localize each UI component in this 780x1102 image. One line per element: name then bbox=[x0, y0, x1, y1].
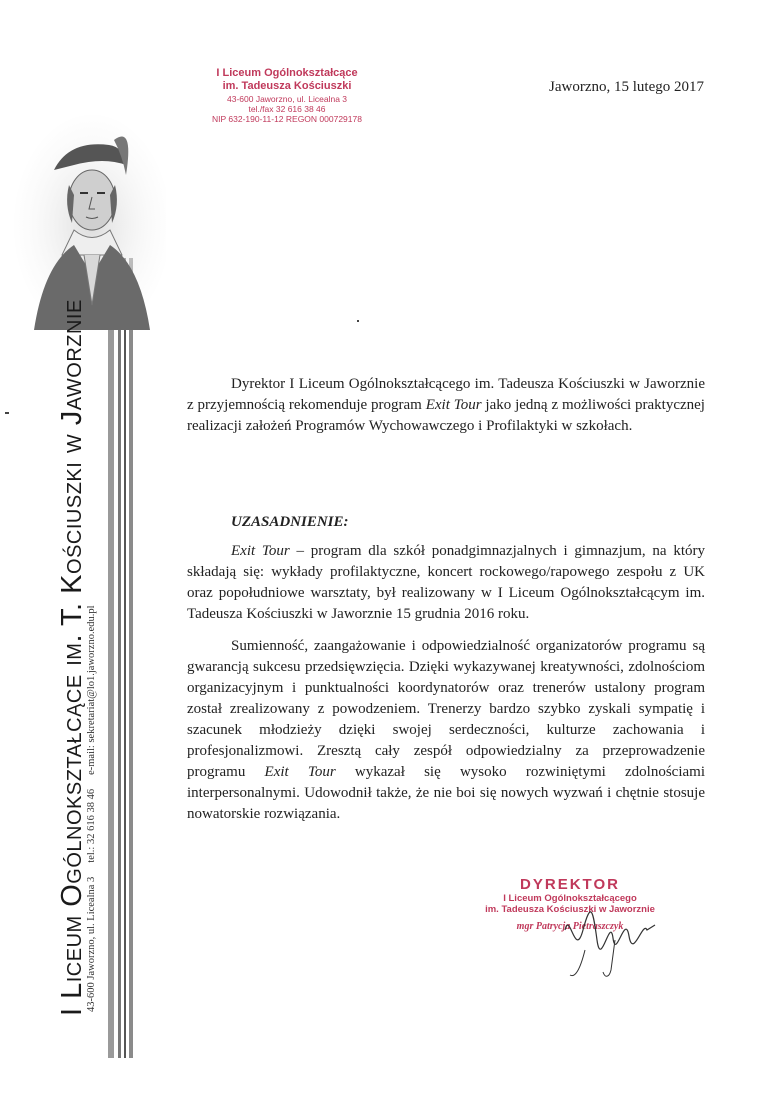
address-line: 43-600 Jaworzno, ul. Licealna 3 bbox=[86, 876, 97, 1012]
stamp-line4: tel./fax 32 616 38 46 bbox=[248, 104, 326, 114]
address-vertical bbox=[86, 591, 97, 1012]
director-title: DYREKTOR bbox=[520, 876, 620, 893]
paragraph-1 bbox=[187, 541, 705, 625]
paragraph-2-text: Sumienność, zaangażowanie i odpowiedzialność organizatorów programu są gwarancją sukcesu przedsięwzięcia. Dzięki wykazywanej kreatywności, zdolnościom organizacyjnym i punktualności koordynatorów oraz trenerów ustalony program został zrealizowany z powodzeniem. Trenerzy bardzo szybko zyskali sympatię i szacunek młodzieży dzięki swojej serdeczności, kulturze zachowania i profesjonalizmowi. Zresztą cały zespół odpowiedzialny za przeprowadzenie programu Exit Tour wykazał się wysoko rozwiniętymi zdolnościami interpersonalnymi. Udowodnił także, że nie boi się nowych wyzwań i chętnie stosuje nowatorskie rozwiązania. bbox=[187, 638, 705, 822]
letter-date: Jaworzno, 15 lutego 2017 bbox=[549, 79, 704, 95]
director-line1: I Liceum Ogólnokształcącego bbox=[503, 893, 637, 904]
email-line: e-mail: sekretariat@lo1.jaworzno.edu.pl bbox=[86, 605, 97, 775]
phone-line: tel.: 32 616 38 46 bbox=[86, 788, 97, 863]
section-heading: UZASADNIENIE: bbox=[231, 514, 349, 530]
school-name-vertical: I Liceum Ogólnokształcące im. T. Kościuszki w Jaworznie bbox=[56, 299, 88, 1016]
program-name: Exit Tour bbox=[425, 397, 482, 413]
scan-speck bbox=[357, 320, 359, 322]
director-name: mgr Patrycja Pietraszczyk bbox=[516, 921, 624, 932]
intro-text: Dyrektor I Liceum Ogólnokształcącego im. Tadeusza Kościuszki w Jaworznie z przyjemnością rekomenduje program Exit Tour jako jedną z możliwości praktycznej realizacji założeń Programów Wychowawczego i Profilaktyki w szkołach. bbox=[187, 376, 705, 434]
stamp-line3: 43-600 Jaworzno, ul. Licealna 3 bbox=[226, 94, 348, 104]
kosciuszko-portrait bbox=[14, 105, 166, 330]
handwritten-signature bbox=[555, 900, 665, 980]
program-name: Exit Tour bbox=[264, 764, 336, 780]
scan-speck bbox=[5, 412, 9, 414]
program-name: Exit Tour bbox=[231, 543, 290, 559]
stamp-line5: NIP 632-190-11-12 REGON 000729178 bbox=[212, 114, 362, 124]
paragraph-1-text: Exit Tour – program dla szkół ponadgimnazjalnych i gimnazjum, na który składają się: wykłady profilaktyczne, koncert rockowego/rapowego zespołu z UK oraz popołudniowe warsztaty, był realizowany w I Liceum Ogólnokształcącym im. Tadeusza Kościuszki w Jaworznie 15 grudnia 2016 roku. bbox=[187, 543, 705, 622]
director-line2: im. Tadeusza Kościuszki w Jaworznie bbox=[485, 904, 655, 915]
school-stamp bbox=[192, 67, 382, 124]
paragraph-2 bbox=[187, 636, 705, 825]
intro-paragraph bbox=[187, 374, 705, 437]
stamp-line1: I Liceum Ogólnokształcące bbox=[216, 67, 358, 79]
stamp-line2: im. Tadeusza Kościuszki bbox=[222, 80, 352, 92]
